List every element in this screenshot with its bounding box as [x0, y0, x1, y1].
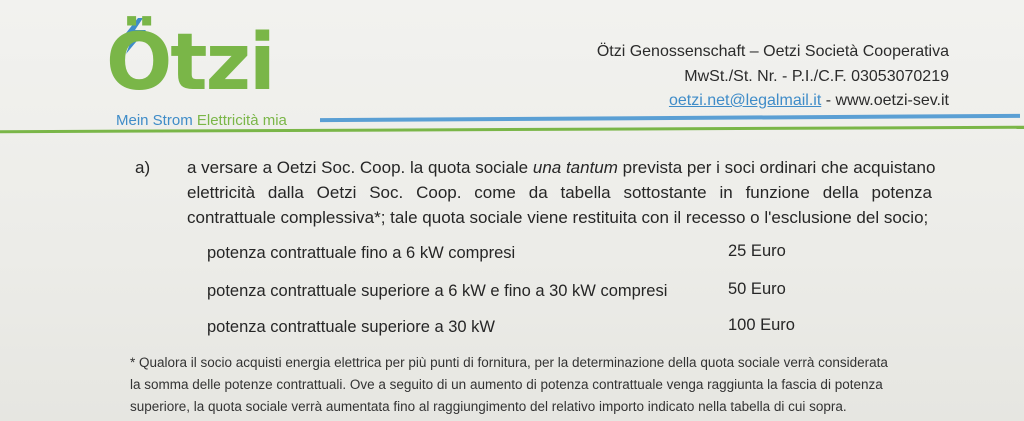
clause-line-1-italic: una tantum	[532, 158, 618, 177]
fee-row-value-3: 100 Euro	[728, 316, 795, 334]
clause-text	[187, 155, 936, 230]
footnote-line-1: * Qualora il socio acquisti energia elettrica per più punti di fornitura, per la determinazione della quota sociale verrà considerata	[130, 355, 888, 370]
footnote-line-2: la somma delle potenze contrattuali. Ove a seguito di un aumento di potenza contrattuale venga raggiunta la fascia di potenza	[130, 377, 883, 392]
company-tax-ids: MwSt./St. Nr. - P.I./C.F. 03053070219	[684, 67, 949, 85]
company-name: Ötzi Genossenschaft – Oetzi Società Cooperativa	[596, 43, 949, 60]
footnote	[130, 352, 940, 418]
fee-row-label-3: potenza contrattuale superiore a 30 kW	[207, 318, 496, 336]
tagline-part-2: Elettricità mia	[196, 112, 287, 129]
header-rule-blue	[320, 114, 1020, 122]
fee-row-label-2: potenza contrattuale superiore a 6 kW e fino a 30 kW compresi	[207, 282, 668, 300]
clause-line-1-start: a versare a Oetzi Soc. Coop. la quota sociale	[187, 158, 533, 177]
company-contacts	[597, 89, 949, 114]
clause-line-1	[187, 155, 936, 180]
company-logo	[100, 18, 320, 133]
website-text: - www.oetzi-sev.it	[821, 92, 949, 109]
logo-wordmark: Ötzi	[106, 18, 274, 108]
fee-row-label-1: potenza contrattuale fino a 6 kW compresi	[207, 244, 516, 262]
fee-row-value-1: 25 Euro	[728, 242, 786, 260]
company-info	[597, 40, 949, 114]
clause-label: a)	[135, 158, 151, 177]
email-link[interactable]: oetzi.net@legalmail.it	[668, 92, 822, 109]
tagline-part-1: Mein Strom	[116, 112, 197, 129]
clause-line-1-end: prevista per i soci ordinari che acquistano	[617, 158, 936, 177]
footnote-line-3: superiore, la quota sociale verrà aumentata fino al raggiungimento del relativo importo indicato nella tabella di cui sopra.	[130, 399, 847, 414]
clause-line-3: contrattuale complessiva*; tale quota sociale viene restituita con il recesso o l'esclusione del socio;	[187, 208, 929, 227]
fee-row-value-2: 50 Euro	[728, 280, 786, 298]
logo-tagline	[116, 112, 287, 129]
clause-line-2: elettricità dalla Oetzi Soc. Coop. come da tabella sottostante in funzione della potenza	[187, 183, 932, 202]
